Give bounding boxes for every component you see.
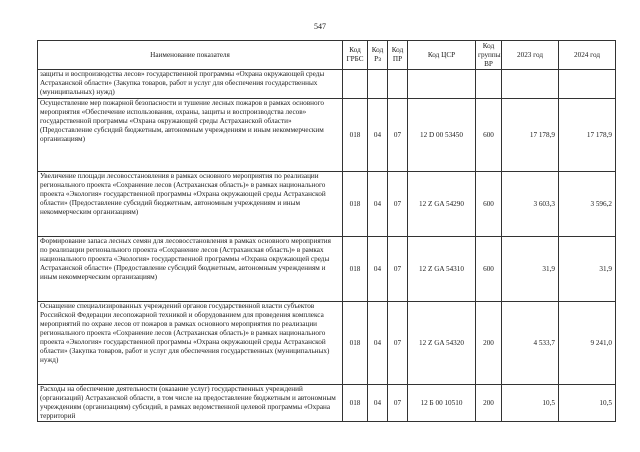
row-2024: 10,5 [559, 385, 616, 422]
row-2023: 31,9 [502, 237, 559, 302]
row-2023 [502, 70, 559, 99]
row-pr: 07 [388, 302, 408, 385]
row-2023: 3 603,3 [502, 172, 559, 237]
row-2024: 17 178,9 [559, 99, 616, 172]
row-vr: 200 [476, 302, 502, 385]
row-2023: 4 533,7 [502, 302, 559, 385]
header-vr: Код группы ВР [476, 41, 502, 70]
row-2023: 10,5 [502, 385, 559, 422]
row-name: Увеличение площади лесовосстановления в рамках основного мероприятия по реализации регионального проекта «Сохранение лесов (Астраханская область)» в рамках национального проекта «Экология» государственной программы «Охрана окружающей среды Астраханской области» (Предоставление субсидий бюджетным, автономным учреждениям и иным некоммерческим организациям) [38, 172, 343, 237]
budget-table [37, 40, 616, 422]
row-csr: 12 D 00 53450 [408, 99, 476, 172]
row-grbs [343, 70, 368, 99]
row-2023: 17 178,9 [502, 99, 559, 172]
row-rz: 04 [368, 99, 388, 172]
row-grbs: 018 [343, 385, 368, 422]
header-csr: Код ЦСР [408, 41, 476, 70]
row-pr: 07 [388, 237, 408, 302]
table-row [38, 237, 616, 302]
row-2024 [559, 70, 616, 99]
row-name: Оснащение специализированных учреждений органов государственной власти субъектов Российской Федерации лесопожарной техникой и оборудованием для проведения комплекса мероприятий по охране лесов от пожаров в рамках основного мероприятия по реализации регионального проекта «Сохранение лесов (Астраханская область)» в рамках национального проекта «Экология» государственной программы «Охрана окружающей среды Астраханской области» (Закупка товаров, работ и услуг для обеспечения государственных (муниципальных) нужд) [38, 302, 343, 385]
header-pr: Код ПР [388, 41, 408, 70]
row-rz: 04 [368, 385, 388, 422]
row-rz: 04 [368, 302, 388, 385]
header-grbs: Код ГРБС [343, 41, 368, 70]
row-rz: 04 [368, 172, 388, 237]
table-row [38, 385, 616, 422]
row-2024: 9 241,0 [559, 302, 616, 385]
row-csr [408, 70, 476, 99]
header-name: Наименование показателя [38, 41, 343, 70]
row-vr [476, 70, 502, 99]
header-rz: Код Рз [368, 41, 388, 70]
row-2024: 31,9 [559, 237, 616, 302]
table-row [38, 302, 616, 385]
row-2024: 3 596,2 [559, 172, 616, 237]
row-name: Осуществление мер пожарной безопасности и тушение лесных пожаров в рамках основного мероприятия «Обеспечение использования, охраны, защиты и воспроизводства лесов» государственной программы «Охрана окружающей среды Астраханской области» (Предоставление субсидий бюджетным, автономным учреждениям и иным некоммерческим организациям) [38, 99, 343, 172]
row-vr: 600 [476, 99, 502, 172]
header-2024: 2024 год [559, 41, 616, 70]
row-vr: 600 [476, 237, 502, 302]
row-name: Расходы на обеспечение деятельности (оказание услуг) государственных учреждений (организаций) Астраханской области, в том числе на предоставление бюджетным и автономным учреждениям (организациям) субсидий, в рамках ведомственной целевой программы «Охрана территорий [38, 385, 343, 422]
row-grbs: 018 [343, 99, 368, 172]
row-csr: 12 Z GA 54310 [408, 237, 476, 302]
row-pr: 07 [388, 385, 408, 422]
row-csr: 12 Z GA 54290 [408, 172, 476, 237]
row-grbs: 018 [343, 172, 368, 237]
row-csr: 12 Z GA 54320 [408, 302, 476, 385]
row-grbs: 018 [343, 237, 368, 302]
table-header-row [38, 41, 616, 70]
row-pr [388, 70, 408, 99]
row-name: защиты и воспроизводства лесов» государственной программы «Охрана окружающей среды Астраханской области» (Закупка товаров, работ и услуг для обеспечения государственных (муниципальных) нужд) [38, 70, 343, 99]
row-pr: 07 [388, 172, 408, 237]
row-grbs: 018 [343, 302, 368, 385]
table-row [38, 172, 616, 237]
row-vr: 600 [476, 172, 502, 237]
row-rz: 04 [368, 237, 388, 302]
table-row [38, 70, 616, 99]
row-pr: 07 [388, 99, 408, 172]
row-vr: 200 [476, 385, 502, 422]
row-rz [368, 70, 388, 99]
table-row [38, 99, 616, 172]
page-number: 547 [314, 22, 326, 31]
row-csr: 12 Б 00 10510 [408, 385, 476, 422]
row-name: Формирование запаса лесных семян для лесовосстановления в рамках основного мероприятия по реализации регионального проекта «Сохранение лесов (Астраханская область)» в рамках национального проекта «Экология» государственной программы «Охрана окружающей среды Астраханской области» (Предоставление субсидий бюджетным, автономным учреждениям и иным некоммерческим организациям) [38, 237, 343, 302]
header-2023: 2023 год [502, 41, 559, 70]
